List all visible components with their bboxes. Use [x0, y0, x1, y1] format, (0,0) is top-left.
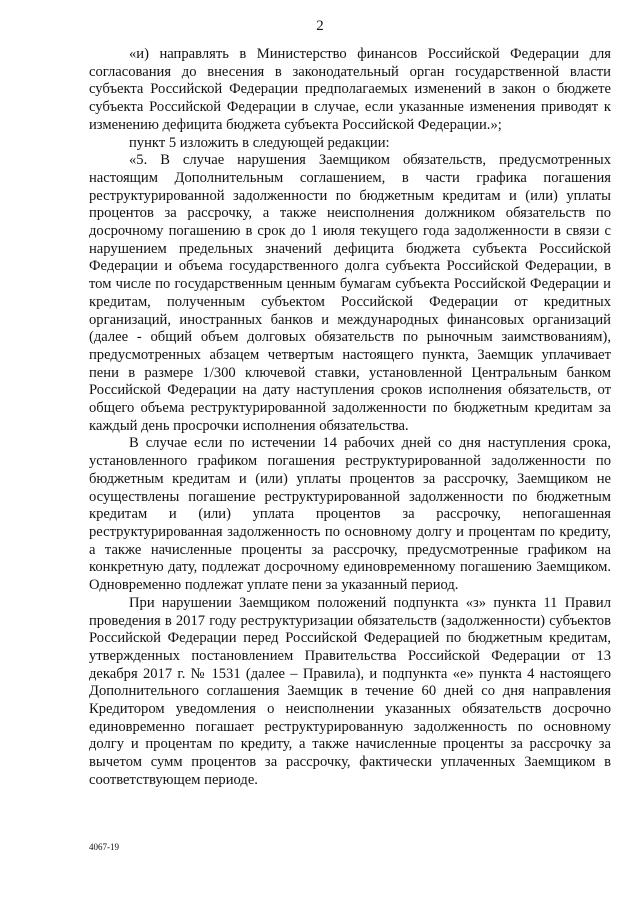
- paragraph-14-days: В случае если по истечении 14 рабочих дней со дня наступления срока, установленного графиком погашения реструктурированной задолженности по бюджетным кредитам и (или) уплаты процентов за рассрочку, Заемщиком не осуществлены погашение реструктурированной задолженности по бюджетным кредитам и (или) уплата процентов за рассрочку, непогашенная реструктурированная задолженность по основному долгу и процентам по кредиту, а также начисленные проценты за рассрочку, предусмотренные графиком на конкретную дату, подлежат досрочному единовременному погашению Заемщиком. Одновременно подлежат уплате пени за указанный период.: [89, 435, 611, 594]
- document-body: [89, 46, 611, 790]
- paragraph-item-i: «и) направлять в Министерство финансов Российской Федерации для согласования до внесения в законодательный орган государственной власти субъекта Российской Федерации предполагаемых изменений в закон о бюджете субъекта Российской Федерации в случае, если указанные изменения приводят к изменению дефицита бюджета субъекта Российской Федерации.»;: [89, 46, 611, 133]
- paragraph-violation: При нарушении Заемщиком положений подпункта «з» пункта 11 Правил проведения в 2017 году реструктуризации обязательств (задолженности) субъектов Российской Федерации перед Российской Федерацией по бюджетным кредитам, утвержденных постановлением Правительства Российской Федерации от 13 декабря 2017 г. № 1531 (далее – Правила), и подпункта «е» пункта 4 настоящего Дополнительного соглашения Заемщик в течение 60 дней со дня направления Кредитором уведомления о неисполнении указанных обязательств досрочно единовременно погашает реструктурированную задолженность по основному долгу и процентам по кредиту, а также начисленные проценты за рассрочку за вычетом сумм процентов за рассрочку, фактически уплаченных Заемщиком в соответствующем периоде.: [89, 594, 611, 788]
- document-code: 4067-19: [89, 842, 119, 852]
- page-number: 2: [316, 18, 324, 34]
- paragraph-point-5-intro: пункт 5 изложить в следующей редакции:: [129, 134, 390, 151]
- paragraph-point-5: «5. В случае нарушения Заемщиком обязательств, предусмотренных настоящим Дополнительным соглашением, в части графика погашения реструктурированной задолженности по бюджетным кредитам и (или) уплаты процентов за рассрочку, а также неисполнения должником обязательств по досрочному погашению в срок до 1 июля текущего года задолженности в связи с нарушением предельных значений дефицита бюджета субъекта Российской Федерации и объема государственного долга субъекта Российской Федерации, в том числе по государственным ценным бумагам субъекта Российской Федерации и кредитам, полученным субъектом Российской Федерации от кредитных организаций, иностранных банков и международных финансовых организаций (далее - общий объем долговых обязательств по рыночным заимствованиям), предусмотренных абзацем четвертым настоящего пункта, Заемщик уплачивает пени в размере 1/300 ключевой ставки, установленной Центральным банком Российской Федерации на дату наступления сроков исполнения обязательств, от общего объема реструктурированной задолженности по бюджетным кредитам за каждый день просрочки исполнения обязательства.: [89, 152, 611, 434]
